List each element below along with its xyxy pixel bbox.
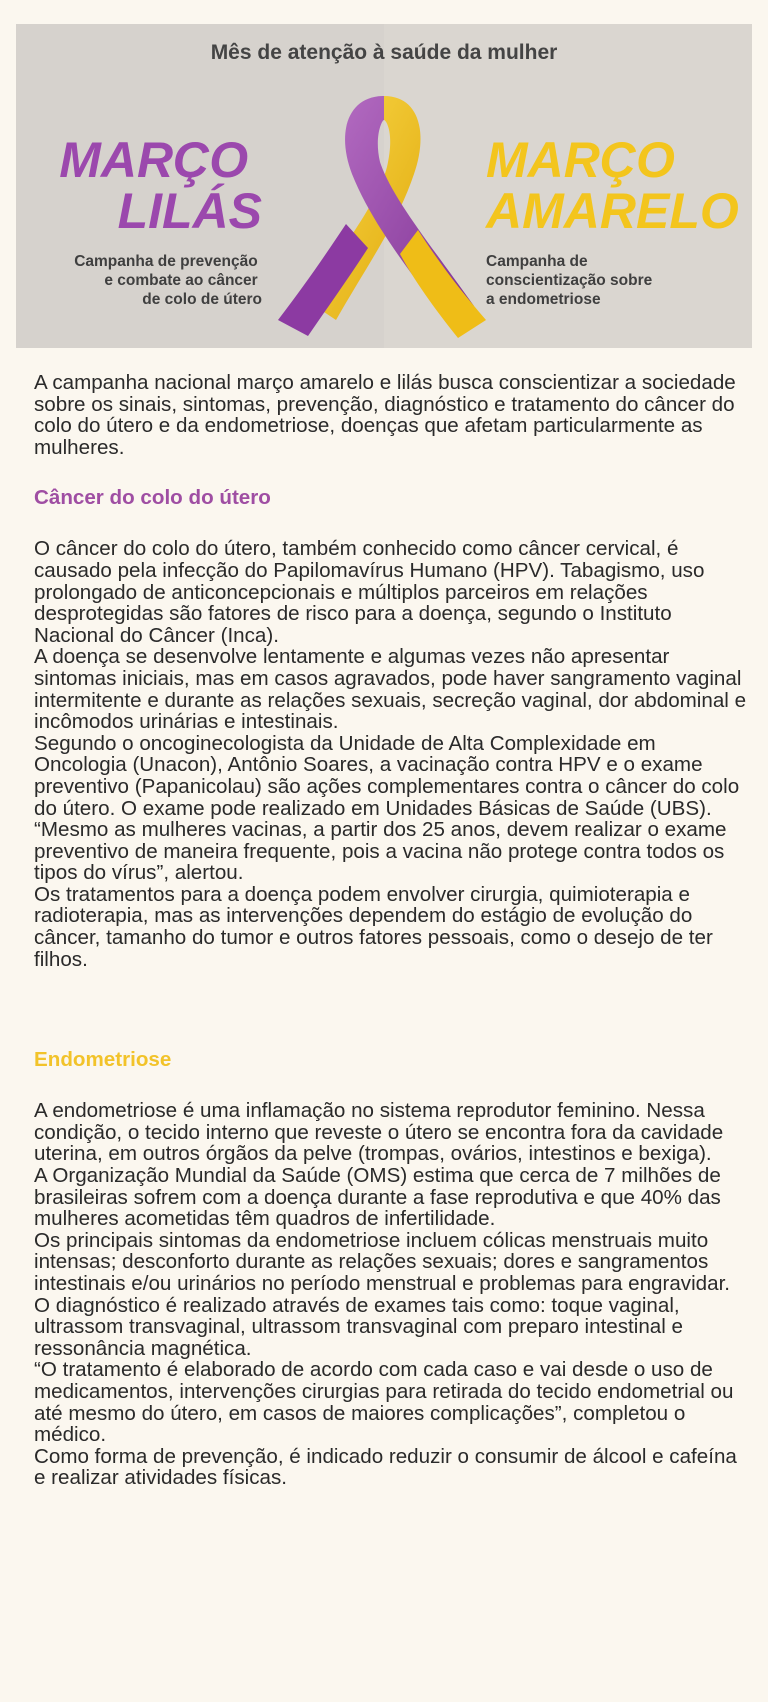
cervical-paragraph-1: O câncer do colo do útero, também conhecido como câncer cervical, é causado pela infecção do Papilomavírus Humano (HPV). Tabagismo, uso prolongado de anticoncepcionais e múltiplos parceiros em relações desprotegidas são fatores de risco para a doença, segundo o Instituto Nacional do Câncer (Inca). xyxy=(34,537,705,647)
endometriosis-paragraph-4: O diagnóstico é realizado através de exames tais como: toque vaginal, ultrassom transvaginal, ultrassom transvaginal com preparo intestinal e ressonância magnética. xyxy=(34,1293,684,1360)
cervical-paragraph-2: A doença se desenvolve lentamente e algumas vezes não apresentar sintomas iniciais, mas em casos agravados, pode haver sangramento vaginal intermitente e durante as relações sexuais, secreção vaginal, dor abdominal e incômodos urinárias e intestinais. xyxy=(34,645,747,734)
campaign-banner xyxy=(16,24,752,348)
endometriosis-paragraph-1: A endometriose é uma inflamação no sistema reprodutor feminino. Nessa condição, o tecido interno que reveste o útero se encontra fora da cavidade uterina, em outros órgãos da pelve (trompas, ovários, intestinos e bexiga). xyxy=(34,1099,724,1166)
section-spacer xyxy=(34,970,754,1048)
left-campaign-subtitle: Campanha de prevenção e combate ao câncer de colo de útero xyxy=(74,253,262,308)
cervical-paragraph-5: Os tratamentos para a doença podem envolver cirurgia, quimioterapia e radioterapia, mas as intervenções dependem do estágio de evolução do câncer, tamanho do tumor e outros fatores pessoais, como o desejo de ter filhos. xyxy=(34,882,713,971)
endometriosis-paragraph-5: “O tratamento é elaborado de acordo com cada caso e vai desde o uso de medicamentos, intervenções cirurgias para retirada do tecido endometrial ou até mesmo do útero, em casos de maiores complicações”, completou o médico. xyxy=(34,1358,734,1447)
section-heading-endometriosis: Endometriose xyxy=(34,1048,172,1072)
left-campaign-title: MARÇO LILÁS xyxy=(59,132,262,239)
intro-paragraph: A campanha nacional março amarelo e lilás busca conscientizar a sociedade sobre os sinais, sintomas, prevenção, diagnóstico e tratamento do câncer do colo do útero e da endometriose, doenças que afetam particularmente as mulheres. xyxy=(34,371,736,459)
cervical-paragraph-3: Segundo o oncoginecologista da Unidade de Alta Complexidade em Oncologia (Unacon), Antônio Soares, a vacinação contra HPV e o exame preventivo (Papanicolau) são ações complementares contra o câncer do colo do útero. O exame pode realizado em Unidades Básicas de Saúde (UBS). xyxy=(34,731,740,820)
endometriosis-paragraph-3: Os principais sintomas da endometriose incluem cólicas menstruais muito intensas; desconforto durante as relações sexuais; dores e sangramentos intestinais e/ou urinários no período menstrual e problemas para engravidar. xyxy=(34,1228,731,1295)
banner-top-title: Mês de atenção à saúde da mulher xyxy=(210,41,558,64)
right-campaign-title: MARÇO AMARELO xyxy=(486,132,739,239)
right-campaign-subtitle: Campanha de conscientização sobre a endometriose xyxy=(486,253,653,308)
cervical-paragraph-4: “Mesmo as mulheres vacinas, a partir dos 25 anos, devem realizar o exame preventivo de maneira frequente, pois a vacina não protege contra todos os tipos do vírus”, alertou. xyxy=(34,818,727,885)
endometriosis-paragraph-2: A Organização Mundial da Saúde (OMS) estima que cerca de 7 milhões de brasileiras sofrem com a doença durante a fase reprodutiva e que 40% das mulheres acometidas têm quadros de infertilidade. xyxy=(34,1164,721,1231)
endometriosis-paragraph-6: Como forma de prevenção, é indicado reduzir o consumir de álcool e cafeína e realizar atividades físicas. xyxy=(34,1444,737,1490)
section-heading-cervical-cancer: Câncer do colo do útero xyxy=(34,486,271,510)
article-body xyxy=(34,372,754,1489)
